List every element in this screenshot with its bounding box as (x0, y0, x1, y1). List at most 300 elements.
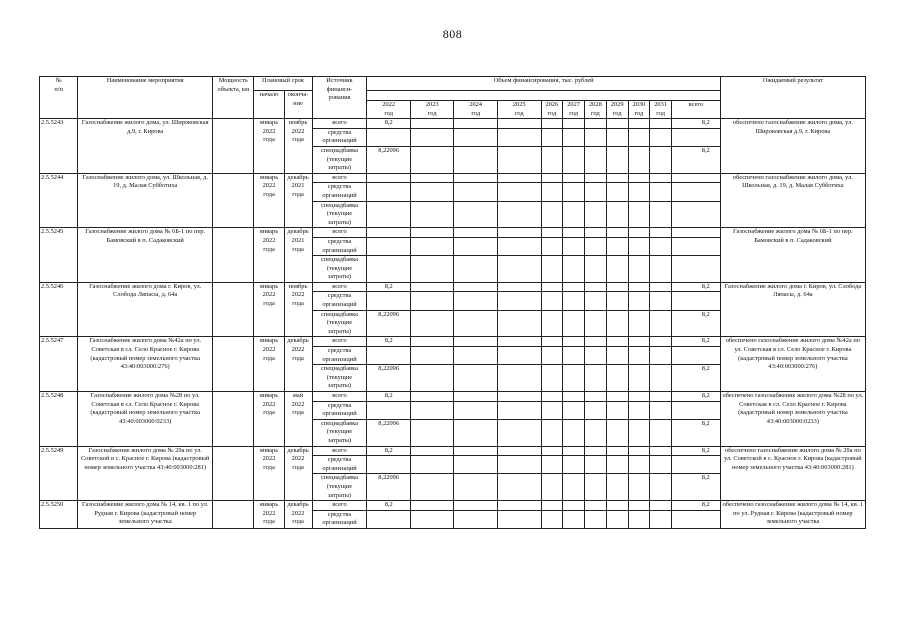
cell-year-empty (541, 292, 563, 310)
cell-year-empty (563, 419, 585, 446)
row-name: Газоснабжение жилого дома г. Киров, ул. Слобода Ляпасы, д. 64а (78, 282, 213, 337)
row-result: обеспечено газоснабжение жилого дома, ул. Широковская д.9, г. Кирова (720, 119, 865, 174)
cell-year-empty (628, 173, 650, 183)
cell-year-empty (563, 401, 585, 419)
cell-total: 8,2 (672, 474, 721, 501)
header-year-9: 2031 год (650, 101, 672, 119)
cell-year-empty (497, 183, 541, 201)
cell-year-empty (497, 310, 541, 337)
cell-year-empty (585, 282, 607, 292)
header-name: Наименование мероприятия (78, 77, 213, 119)
cell-year-empty (454, 183, 498, 201)
cell-year-empty (454, 419, 498, 446)
cell-year-empty (585, 392, 607, 402)
cell-year-empty (410, 419, 454, 446)
cell-year-empty (410, 365, 454, 392)
cell-year-empty (541, 146, 563, 173)
cell-year-empty (410, 201, 454, 228)
cell-year-empty (497, 456, 541, 474)
cell-year-empty (497, 337, 541, 347)
cell-2022: 8,2 (367, 337, 411, 347)
source-total: всего (312, 282, 367, 292)
cell-year-empty (454, 310, 498, 337)
table-row (40, 501, 866, 511)
row-result: обеспечено газоснабжение жилого дома № 29а по ул. Советской в с. Красное г. Кирова (кадастровый номер земельного участка 43:40:003000:281) (720, 446, 865, 501)
cell-year-empty (454, 237, 498, 255)
cell-year-empty (541, 237, 563, 255)
cell-2022 (367, 510, 411, 528)
row-num: 2.5.5246 (40, 282, 78, 337)
row-num: 2.5.5245 (40, 228, 78, 283)
cell-year-empty (541, 256, 563, 283)
source-org: средства организаций (312, 510, 367, 528)
cell-2022 (367, 292, 411, 310)
cell-year-empty (563, 292, 585, 310)
row-power (213, 119, 254, 174)
cell-total: 8,2 (672, 310, 721, 337)
cell-year-empty (497, 419, 541, 446)
cell-year-empty (650, 256, 672, 283)
cell-year-empty (497, 446, 541, 456)
cell-year-empty (650, 401, 672, 419)
cell-total (672, 228, 721, 238)
cell-year-empty (497, 365, 541, 392)
row-start: январь 2022 года (254, 392, 284, 447)
source-special: спецнадбавка (текущие затраты) (312, 365, 367, 392)
row-num: 2.5.5249 (40, 446, 78, 501)
table-row (40, 228, 866, 238)
cell-year-empty (606, 392, 628, 402)
cell-year-empty (454, 392, 498, 402)
table-row (40, 119, 866, 129)
cell-year-empty (454, 501, 498, 511)
cell-year-empty (497, 237, 541, 255)
cell-year-empty (628, 201, 650, 228)
cell-total (672, 237, 721, 255)
header-start: начало (254, 91, 284, 119)
cell-year-empty (410, 456, 454, 474)
source-total: всего (312, 337, 367, 347)
cell-year-empty (563, 510, 585, 528)
cell-total (672, 173, 721, 183)
table-header (40, 77, 866, 119)
cell-year-empty (585, 173, 607, 183)
header-power: Мощность объекта, км (213, 77, 254, 119)
cell-year-empty (454, 337, 498, 347)
cell-year-empty (606, 446, 628, 456)
cell-year-empty (585, 419, 607, 446)
row-result: Газоснабжение жилого дома г. Киров, ул. Слобода Ляпасы, д. 64а (720, 282, 865, 337)
cell-year-empty (454, 119, 498, 129)
cell-year-empty (410, 183, 454, 201)
cell-year-empty (585, 474, 607, 501)
cell-2022 (367, 456, 411, 474)
cell-total (672, 510, 721, 528)
cell-year-empty (563, 119, 585, 129)
cell-year-empty (585, 510, 607, 528)
row-name: Газоснабжение жилого дома № 29а по ул. Советской в с. Красное г. Кирова (кадастровый номер земельного участка 43:40:003000:281) (78, 446, 213, 501)
cell-year-empty (410, 173, 454, 183)
cell-year-empty (410, 510, 454, 528)
row-name: Газоснабжение жилого дома, ул. Широковская д.9, г. Кирова (78, 119, 213, 174)
cell-year-empty (563, 446, 585, 456)
row-power (213, 282, 254, 337)
row-start: январь 2022 года (254, 501, 284, 529)
cell-year-empty (410, 310, 454, 337)
cell-year-empty (650, 282, 672, 292)
cell-year-empty (541, 173, 563, 183)
cell-year-empty (628, 392, 650, 402)
source-special: спецнадбавка (текущие затраты) (312, 310, 367, 337)
cell-year-empty (606, 128, 628, 146)
cell-2022 (367, 401, 411, 419)
cell-total (672, 128, 721, 146)
row-result: обеспечено газоснабжение жилого дома №42а по ул. Советская в сл. Село Красное г. Кирова (кадастровый номер земельного участка 43:40:003000:276) (720, 337, 865, 392)
cell-year-empty (563, 228, 585, 238)
row-name: Газоснабжение жилого дома, ул. Школьная, д. 19, д. Малая Субботиха (78, 173, 213, 228)
cell-year-empty (497, 256, 541, 283)
row-start: январь 2022 года (254, 282, 284, 337)
cell-year-empty (410, 392, 454, 402)
cell-year-empty (541, 347, 563, 365)
cell-2022 (367, 347, 411, 365)
cell-2022: 8,22096 (367, 365, 411, 392)
cell-year-empty (585, 347, 607, 365)
header-end: оконча- ние (284, 91, 312, 119)
cell-year-empty (628, 146, 650, 173)
header-year-8: 2030 год (628, 101, 650, 119)
cell-year-empty (585, 501, 607, 511)
cell-2022 (367, 173, 411, 183)
source-total: всего (312, 119, 367, 129)
header-total: всего (672, 101, 721, 119)
header-year-7: 2029 год (606, 101, 628, 119)
source-special: спецнадбавка (текущие затраты) (312, 146, 367, 173)
cell-year-empty (628, 365, 650, 392)
cell-year-empty (585, 446, 607, 456)
cell-year-empty (541, 456, 563, 474)
row-name: Газоснабжение жилого дома № 14, кв. 1 по ул. Рудная г. Кирова (кадастровый номер земельного участка (78, 501, 213, 529)
cell-year-empty (454, 456, 498, 474)
cell-year-empty (541, 501, 563, 511)
row-power (213, 392, 254, 447)
source-org: средства организаций (312, 347, 367, 365)
cell-2022: 8,22096 (367, 146, 411, 173)
cell-year-empty (454, 146, 498, 173)
cell-year-empty (454, 292, 498, 310)
cell-year-empty (585, 237, 607, 255)
cell-year-empty (650, 310, 672, 337)
cell-year-empty (497, 510, 541, 528)
cell-year-empty (563, 310, 585, 337)
cell-year-empty (454, 201, 498, 228)
row-power (213, 173, 254, 228)
cell-total: 8,2 (672, 365, 721, 392)
cell-year-empty (628, 401, 650, 419)
row-start: январь 2022 года (254, 228, 284, 283)
row-end: декабрь 2021 года (284, 228, 312, 283)
source-org: средства организаций (312, 183, 367, 201)
cell-year-empty (410, 446, 454, 456)
cell-year-empty (650, 201, 672, 228)
funding-table (39, 76, 866, 529)
cell-total: 8,2 (672, 392, 721, 402)
cell-year-empty (410, 228, 454, 238)
cell-year-empty (650, 119, 672, 129)
cell-year-empty (650, 456, 672, 474)
cell-2022: 8,2 (367, 501, 411, 511)
cell-year-empty (563, 282, 585, 292)
cell-total (672, 201, 721, 228)
source-special: спецнадбавка (текущие затраты) (312, 201, 367, 228)
cell-year-empty (628, 419, 650, 446)
cell-year-empty (628, 510, 650, 528)
cell-year-empty (606, 337, 628, 347)
header-year-6: 2028 год (585, 101, 607, 119)
cell-year-empty (541, 446, 563, 456)
cell-total (672, 456, 721, 474)
header-funding-spacer (367, 91, 720, 101)
cell-year-empty (497, 292, 541, 310)
cell-year-empty (454, 401, 498, 419)
header-num: № п/п (40, 77, 78, 119)
cell-year-empty (628, 183, 650, 201)
cell-total: 8,2 (672, 146, 721, 173)
row-end: декабрь 2022 года (284, 337, 312, 392)
cell-year-empty (497, 501, 541, 511)
source-total: всего (312, 501, 367, 511)
source-org: средства организаций (312, 128, 367, 146)
cell-year-empty (454, 365, 498, 392)
cell-year-empty (650, 392, 672, 402)
cell-year-empty (563, 337, 585, 347)
cell-year-empty (650, 365, 672, 392)
cell-2022 (367, 201, 411, 228)
cell-year-empty (628, 474, 650, 501)
cell-year-empty (650, 128, 672, 146)
cell-total: 8,2 (672, 337, 721, 347)
cell-year-empty (606, 228, 628, 238)
source-org: средства организаций (312, 456, 367, 474)
cell-year-empty (410, 128, 454, 146)
cell-year-empty (497, 401, 541, 419)
cell-2022: 8,2 (367, 282, 411, 292)
cell-year-empty (541, 474, 563, 501)
table-row (40, 173, 866, 183)
cell-year-empty (606, 282, 628, 292)
table-row (40, 337, 866, 347)
cell-year-empty (541, 128, 563, 146)
cell-year-empty (628, 119, 650, 129)
cell-year-empty (628, 282, 650, 292)
cell-year-empty (606, 401, 628, 419)
cell-year-empty (541, 392, 563, 402)
cell-year-empty (606, 292, 628, 310)
row-num: 2.5.5250 (40, 501, 78, 529)
cell-year-empty (606, 510, 628, 528)
cell-year-empty (606, 456, 628, 474)
cell-year-empty (606, 183, 628, 201)
cell-total: 8,2 (672, 282, 721, 292)
cell-year-empty (563, 128, 585, 146)
header-year-1: 2023 год (410, 101, 454, 119)
cell-year-empty (606, 474, 628, 501)
row-num: 2.5.5247 (40, 337, 78, 392)
cell-year-empty (585, 128, 607, 146)
cell-year-empty (650, 474, 672, 501)
cell-year-empty (606, 119, 628, 129)
cell-year-empty (497, 146, 541, 173)
cell-2022 (367, 228, 411, 238)
cell-year-empty (541, 119, 563, 129)
cell-year-empty (585, 228, 607, 238)
row-result: обеспечено газоснабжение жилого дома №28 по ул. Советская в сл. Село Красное г. Кирова (кадастровый номер земельного участка 43:40:003000:0233) (720, 392, 865, 447)
row-end: декабрь 2022 года (284, 501, 312, 529)
cell-year-empty (497, 282, 541, 292)
cell-year-empty (410, 282, 454, 292)
source-org: средства организаций (312, 237, 367, 255)
cell-2022 (367, 237, 411, 255)
cell-year-empty (541, 183, 563, 201)
cell-year-empty (497, 173, 541, 183)
cell-year-empty (563, 146, 585, 173)
row-num: 2.5.5248 (40, 392, 78, 447)
row-result: обеспечено газоснабжение жилого дома, ул. Школьная, д. 19, д. Малая Субботиха (720, 173, 865, 228)
cell-year-empty (585, 337, 607, 347)
cell-total (672, 256, 721, 283)
cell-total (672, 292, 721, 310)
table-row (40, 392, 866, 402)
row-name: Газоснабжение жилого дома № 6Б-1 по пер. Бамовский в п. Садаковский (78, 228, 213, 283)
cell-year-empty (650, 510, 672, 528)
cell-year-empty (650, 292, 672, 310)
cell-year-empty (650, 446, 672, 456)
cell-year-empty (454, 347, 498, 365)
source-special: спецнадбавка (текущие затраты) (312, 474, 367, 501)
cell-year-empty (410, 474, 454, 501)
cell-year-empty (585, 146, 607, 173)
cell-year-empty (585, 310, 607, 337)
cell-year-empty (628, 501, 650, 511)
cell-year-empty (606, 419, 628, 446)
cell-total (672, 347, 721, 365)
row-start: январь 2022 года (254, 446, 284, 501)
cell-year-empty (563, 456, 585, 474)
cell-year-empty (606, 237, 628, 255)
cell-year-empty (585, 256, 607, 283)
cell-year-empty (497, 119, 541, 129)
cell-year-empty (410, 256, 454, 283)
cell-year-empty (563, 365, 585, 392)
cell-year-empty (650, 337, 672, 347)
cell-year-empty (410, 501, 454, 511)
cell-year-empty (650, 183, 672, 201)
cell-year-empty (410, 146, 454, 173)
cell-year-empty (606, 365, 628, 392)
cell-2022: 8,22096 (367, 310, 411, 337)
cell-year-empty (585, 119, 607, 129)
cell-year-empty (563, 256, 585, 283)
cell-year-empty (628, 446, 650, 456)
cell-2022: 8,2 (367, 119, 411, 129)
cell-year-empty (410, 237, 454, 255)
cell-year-empty (410, 401, 454, 419)
cell-year-empty (497, 201, 541, 228)
cell-year-empty (606, 310, 628, 337)
cell-year-empty (650, 146, 672, 173)
cell-year-empty (585, 292, 607, 310)
source-total: всего (312, 446, 367, 456)
cell-year-empty (541, 401, 563, 419)
source-org: средства организаций (312, 401, 367, 419)
cell-year-empty (541, 282, 563, 292)
cell-year-empty (563, 201, 585, 228)
cell-year-empty (628, 337, 650, 347)
cell-year-empty (628, 237, 650, 255)
cell-year-empty (585, 365, 607, 392)
row-start: январь 2022 года (254, 119, 284, 174)
row-num: 2.5.5244 (40, 173, 78, 228)
cell-2022 (367, 183, 411, 201)
cell-year-empty (454, 474, 498, 501)
cell-year-empty (606, 501, 628, 511)
cell-year-empty (628, 456, 650, 474)
cell-year-empty (606, 146, 628, 173)
row-end: ноябрь 2022 года (284, 119, 312, 174)
cell-year-empty (563, 183, 585, 201)
cell-year-empty (650, 501, 672, 511)
header-result: Ожидаемый результат (720, 77, 865, 119)
cell-year-empty (454, 510, 498, 528)
cell-year-empty (497, 392, 541, 402)
cell-year-empty (650, 237, 672, 255)
cell-year-empty (563, 173, 585, 183)
cell-year-empty (541, 228, 563, 238)
cell-year-empty (606, 256, 628, 283)
cell-year-empty (454, 256, 498, 283)
cell-year-empty (650, 347, 672, 365)
cell-year-empty (563, 501, 585, 511)
cell-year-empty (541, 510, 563, 528)
cell-2022: 8,22096 (367, 419, 411, 446)
cell-year-empty (628, 128, 650, 146)
cell-total: 8,2 (672, 119, 721, 129)
cell-year-empty (454, 173, 498, 183)
source-total: всего (312, 173, 367, 183)
cell-year-empty (541, 365, 563, 392)
table-row (40, 446, 866, 456)
source-special: спецнадбавка (текущие затраты) (312, 419, 367, 446)
cell-year-empty (628, 256, 650, 283)
cell-2022: 8,2 (367, 392, 411, 402)
cell-year-empty (541, 310, 563, 337)
cell-total: 8,2 (672, 501, 721, 511)
cell-year-empty (410, 337, 454, 347)
cell-total (672, 401, 721, 419)
cell-year-empty (541, 419, 563, 446)
source-total: всего (312, 392, 367, 402)
cell-year-empty (563, 347, 585, 365)
cell-2022 (367, 128, 411, 146)
cell-total: 8,2 (672, 446, 721, 456)
cell-year-empty (454, 228, 498, 238)
source-total: всего (312, 228, 367, 238)
row-power (213, 337, 254, 392)
cell-year-empty (628, 310, 650, 337)
cell-year-empty (628, 228, 650, 238)
row-start: январь 2022 года (254, 337, 284, 392)
header-year-4: 2026 год (541, 101, 563, 119)
